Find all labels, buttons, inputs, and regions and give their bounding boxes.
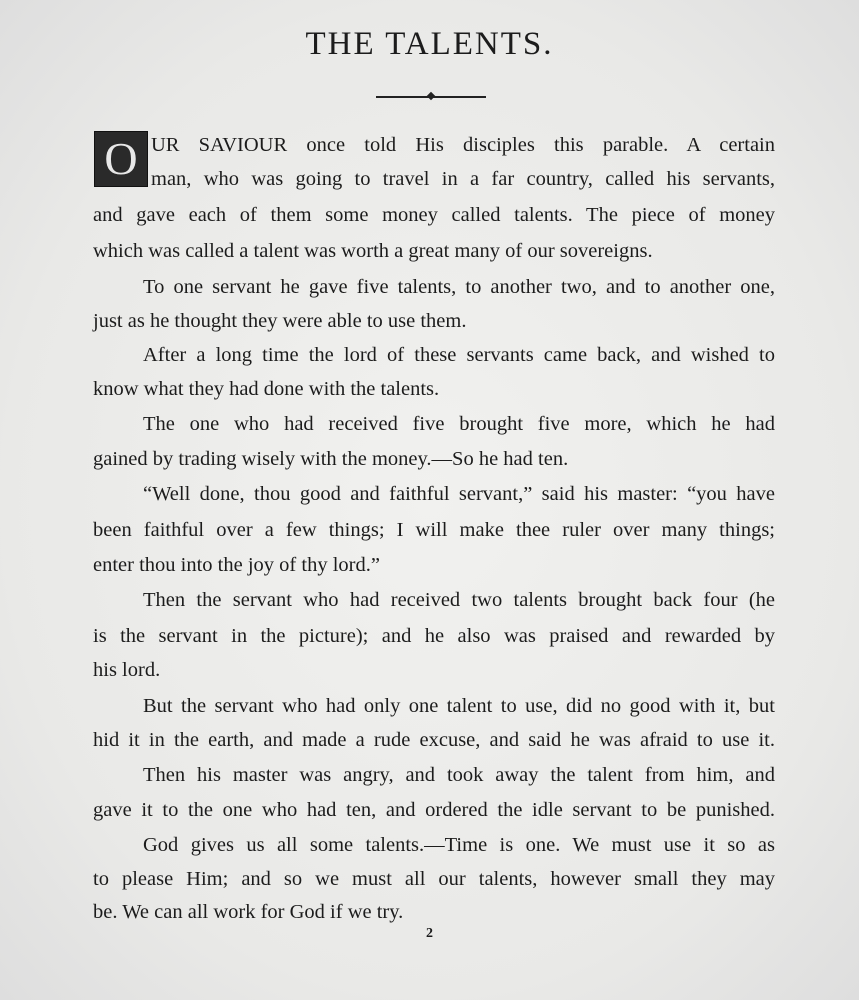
- text-line: is the servant in the picture); and he also was praised and rewarded by: [93, 625, 775, 647]
- text-line: been faithful over a few things; I will make thee ruler over many things;: [93, 519, 775, 541]
- text-line: After a long time the lord of these servants came back, and wished to: [143, 344, 775, 366]
- text-line: enter thou into the joy of thy lord.”: [93, 554, 380, 576]
- text-line: man, who was going to travel in a far country, called his servants,: [151, 168, 775, 190]
- text-line: and gave each of them some money called talents. The piece of money: [93, 204, 775, 226]
- page-number: 2: [426, 926, 433, 941]
- drop-cap: O: [94, 131, 148, 187]
- text-line: just as he thought they were able to use them.: [93, 310, 467, 332]
- text-line: his lord.: [93, 659, 161, 681]
- text-line: hid it in the earth, and made a rude excuse, and said he was afraid to use it.: [93, 729, 775, 751]
- text-line: to please Him; and so we must all our talents, however small they may: [93, 868, 775, 890]
- page-title: THE TALENTS.: [305, 26, 554, 62]
- text-line: gained by trading wisely with the money.—So he had ten.: [93, 448, 569, 470]
- text-line: which was called a talent was worth a great many of our sovereigns.: [93, 240, 653, 262]
- text-line: Then the servant who had received two talents brought back four (he: [143, 589, 775, 611]
- divider-ornament: [427, 92, 435, 100]
- text-line: The one who had received five brought five more, which he had: [143, 413, 775, 435]
- text-line: be. We can all work for God if we try.: [93, 901, 404, 923]
- text-line: To one servant he gave five talents, to another two, and to another one,: [143, 276, 775, 298]
- text-line: UR SAVIOUR once told His disciples this parable. A certain: [151, 134, 775, 156]
- text-line: know what they had done with the talents.: [93, 378, 440, 400]
- text-line: Then his master was angry, and took away the talent from him, and: [143, 764, 775, 786]
- text-line: But the servant who had only one talent to use, did no good with it, but: [143, 695, 775, 717]
- text-line: “Well done, thou good and faithful servant,” said his master: “you have: [143, 483, 775, 505]
- text-line: God gives us all some talents.—Time is one. We must use it so as: [143, 834, 775, 856]
- text-line: gave it to the one who had ten, and ordered the idle servant to be punished.: [93, 799, 775, 821]
